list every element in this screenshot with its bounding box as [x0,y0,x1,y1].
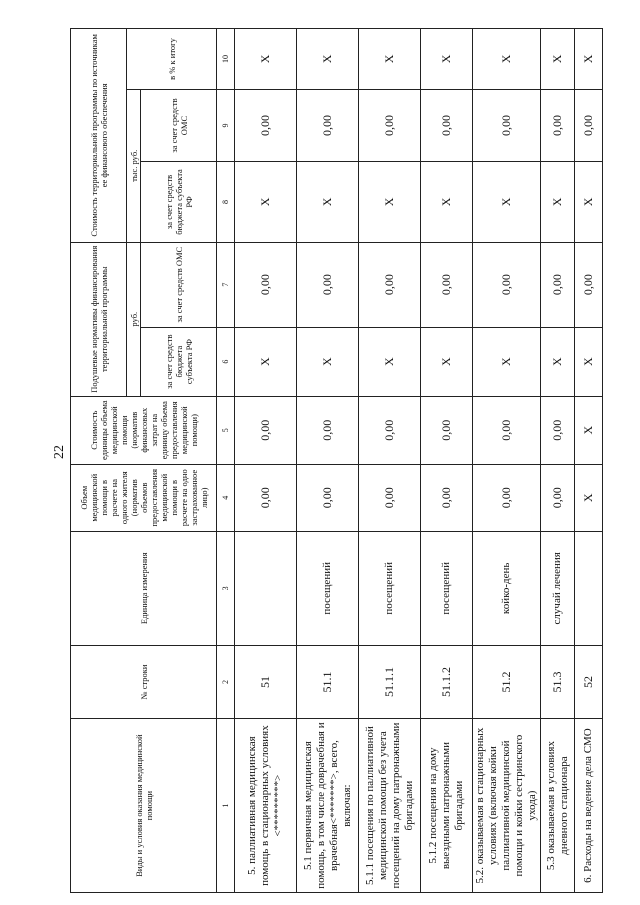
row-volume: 0,00 [359,464,421,531]
row-volume: 0,00 [297,464,359,531]
row-unit: посещений [421,531,473,645]
table-row [235,29,297,893]
row-pc-budget: X [575,327,603,396]
row-cost-budget: X [541,162,575,243]
row-pc-budget: X [297,327,359,396]
row-name: 5.1 первичная медицинская помощь, в том числе доврачебная и врачебная<*******>, всего, включая: [297,719,359,893]
row-line-no: 51.1 [297,645,359,718]
header-line-no: № строки [71,645,217,718]
row-line-no: 51.1.2 [421,645,473,718]
header-program-cost: Стоимость территориальной программы по источникам ее финансового обеспечения [71,29,127,243]
row-unit-cost: 0,00 [297,396,359,464]
table-row [541,29,575,893]
row-line-no: 51.1.1 [359,645,421,718]
row-unit-cost: 0,00 [235,396,297,464]
row-pc-oms: 0,00 [297,242,359,327]
row-name: 5.3 оказываемая в условиях дневного стационара [541,719,575,893]
row-line-no: 51.2 [473,645,541,718]
column-number: 7 [217,242,235,327]
row-cost-pct: X [235,29,297,90]
row-pc-budget: X [473,327,541,396]
header-unit: Единица измерения [71,531,217,645]
row-name: 5.1.1 посещения по паллиативной медицинской помощи без учета посещений на дому патронажными бригадами [359,719,421,893]
row-cost-budget: X [421,162,473,243]
header-cost-oms: за счет средств ОМС [141,89,217,161]
table-row [359,29,421,893]
row-pc-oms: 0,00 [473,242,541,327]
row-unit: случай лечения [541,531,575,645]
row-volume: 0,00 [541,464,575,531]
row-unit-cost: X [575,396,603,464]
row-unit: койко-день [473,531,541,645]
row-unit: посещений [297,531,359,645]
row-line-no: 51 [235,645,297,718]
row-pc-oms: 0,00 [575,242,603,327]
row-cost-oms: 0,00 [235,89,297,161]
row-cost-budget: X [297,162,359,243]
row-cost-budget: X [473,162,541,243]
row-volume: X [575,464,603,531]
header-cost-unit: тыс. руб. [127,89,141,242]
row-pc-budget: X [541,327,575,396]
row-pc-budget: X [235,327,297,396]
row-unit [235,531,297,645]
row-line-no: 51.3 [541,645,575,718]
column-number: 5 [217,396,235,464]
row-cost-oms: 0,00 [575,89,603,161]
row-name: 6. Расходы на ведение дела СМО [575,719,603,893]
column-number: 2 [217,645,235,718]
row-cost-pct: X [473,29,541,90]
row-line-no: 52 [575,645,603,718]
row-volume: 0,00 [235,464,297,531]
row-cost-oms: 0,00 [359,89,421,161]
table-row [421,29,473,893]
row-pc-oms: 0,00 [359,242,421,327]
page-number: 22 [52,445,67,459]
header-kind: Виды и условия оказания медицинской помощи [71,719,217,893]
row-volume: 0,00 [421,464,473,531]
row-cost-pct: X [421,29,473,90]
column-number: 3 [217,531,235,645]
row-pc-budget: X [421,327,473,396]
column-number: 4 [217,464,235,531]
table-row [297,29,359,893]
row-cost-oms: 0,00 [541,89,575,161]
header-per-capita-unit: руб. [127,242,141,396]
row-pc-budget: X [359,327,421,396]
header-unit-cost: Стоимость единицы объема медицинской помощи (норматив финансовых затрат на единицу объема предоставления медицинской помощи) [71,396,217,464]
column-number: 9 [217,89,235,161]
table-row [575,29,603,893]
row-unit-cost: 0,00 [421,396,473,464]
row-cost-oms: 0,00 [473,89,541,161]
header-cost-pct: в % к итогу [127,29,217,90]
column-number: 1 [217,719,235,893]
row-unit-cost: 0,00 [473,396,541,464]
column-number: 6 [217,327,235,396]
column-number: 10 [217,29,235,90]
row-unit: посещений [359,531,421,645]
row-name: 5.1.2 посещения на дому выездными патронажными бригадами [421,719,473,893]
row-name: 5.2. оказываемая в стационарных условиях (включая койки паллиативной медицинской помощи и койки сестринского ухода) [473,719,541,893]
row-cost-oms: 0,00 [297,89,359,161]
header-pc-oms: за счет средств ОМС [141,242,217,327]
row-pc-oms: 0,00 [421,242,473,327]
row-pc-oms: 0,00 [235,242,297,327]
row-cost-oms: 0,00 [421,89,473,161]
row-cost-pct: X [575,29,603,90]
row-cost-budget: X [359,162,421,243]
column-number: 8 [217,162,235,243]
row-cost-pct: X [541,29,575,90]
row-cost-pct: X [359,29,421,90]
row-cost-pct: X [297,29,359,90]
table-row [473,29,541,893]
row-name: 5. паллиативная медицинская помощь в стационарных условиях <*********> [235,719,297,893]
row-unit-cost: 0,00 [541,396,575,464]
header-volume: Объем медицинской помощи в расчете на одного жителя (норматив объемов предоставления медицинской помощи в расчете на одно застрахованное лицо) [71,464,217,531]
row-volume: 0,00 [473,464,541,531]
row-cost-budget: X [575,162,603,243]
header-pc-budget: за счет средств бюджета субъекта РФ [141,327,217,396]
rotated-table-block [70,28,595,893]
row-pc-oms: 0,00 [541,242,575,327]
row-unit [575,531,603,645]
header-cost-budget: за счет средств бюджета субъекта РФ [141,162,217,243]
row-unit-cost: 0,00 [359,396,421,464]
header-per-capita: Подушевые нормативы финансирования территориальной программы [71,242,127,396]
program-cost-table [70,28,603,893]
row-cost-budget: X [235,162,297,243]
